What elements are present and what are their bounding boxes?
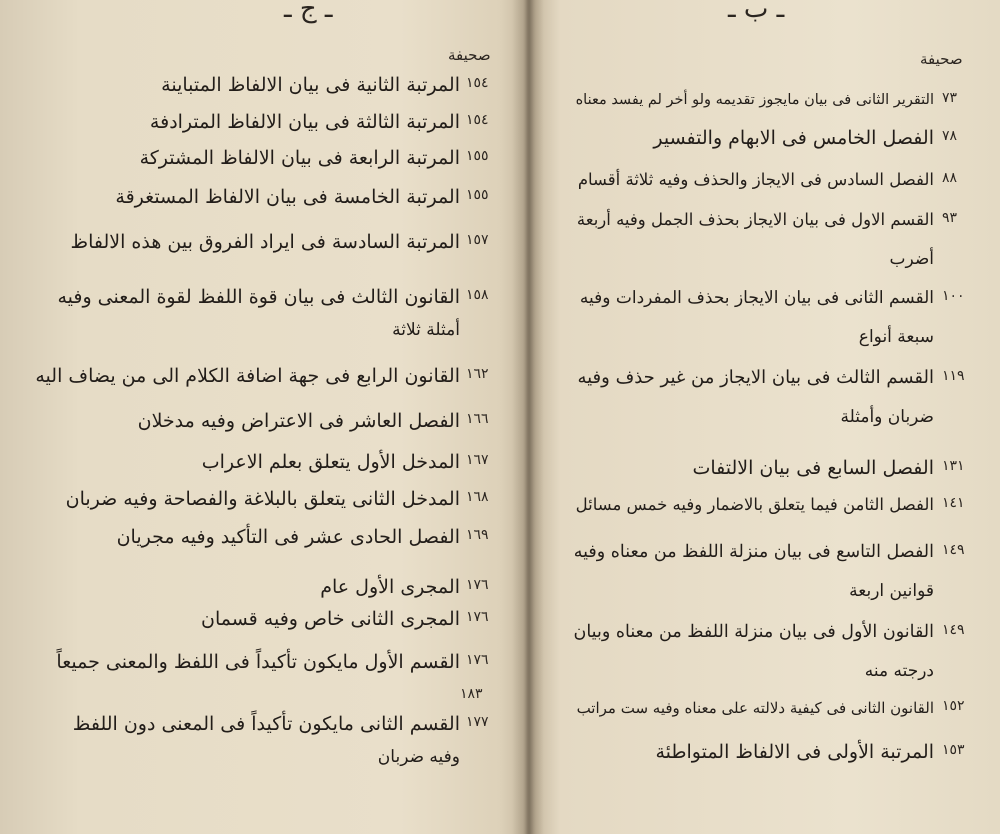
- toc-entry-title: الفصل السادس فى الايجاز والحذف وفيه ثلاثة أقسام: [577, 170, 934, 189]
- toc-entry: [0, 712, 522, 767]
- toc-page-number: ١٥٥: [466, 148, 489, 164]
- toc-page-number: ١٦٢: [466, 366, 489, 382]
- toc-entry: [0, 364, 522, 387]
- toc-page-number: ١٣١: [942, 458, 965, 474]
- toc-entry-title: التقرير الثانى فى بيان مايجوز تقديمه ولو أخر لم يفسد معناه: [575, 92, 934, 108]
- toc-page-number: ١٧٧: [466, 714, 489, 730]
- toc-page-number: ١٤٩: [942, 542, 965, 558]
- toc-page-number: ١٧٦: [466, 609, 489, 625]
- page-header-mark: ـ ج ـ: [284, 0, 333, 24]
- right-page: [532, 0, 1000, 834]
- toc-entry: [532, 456, 1000, 479]
- toc-entry-title: الفصل التاسع فى بيان منزلة اللفظ من معناه وفيه: [573, 542, 934, 562]
- toc-entry-continuation: أمثلة ثلاثة: [392, 320, 460, 340]
- toc-entry: [532, 493, 1000, 514]
- toc-page-number: ١٧٦: [466, 652, 489, 668]
- toc-entry: [0, 146, 522, 169]
- toc-page-number: ١٤١: [942, 495, 965, 511]
- toc-entry-title: القانون الثالث فى بيان قوة اللفظ لقوة المعنى وفيه: [57, 286, 460, 308]
- toc-entry-title: الفصل الحادى عشر فى التأكيد وفيه مجريان: [116, 526, 460, 548]
- toc-entry: [0, 607, 522, 630]
- toc-entry-title: القسم الثالث فى بيان الايجاز من غير حذف وفيه: [577, 367, 934, 388]
- page-column-label: صحيفة: [448, 46, 491, 64]
- toc-entry: [532, 126, 1000, 149]
- toc-page-number: ١٥٤: [466, 112, 489, 128]
- toc-entry: [0, 525, 522, 548]
- toc-entry: [0, 650, 522, 673]
- toc-page-number: ١٥٣: [942, 742, 965, 758]
- toc-entry: [0, 73, 522, 96]
- toc-entry: [532, 696, 1000, 717]
- extra-page-number: ١٨٣: [460, 686, 483, 702]
- toc-entry-continuation: أضرب: [889, 249, 934, 269]
- toc-entry-continuation: درجته منه: [864, 661, 934, 681]
- toc-entry: [532, 88, 1000, 108]
- toc-page-number: ١٥٨: [466, 287, 489, 303]
- toc-page-number: ١٦٦: [466, 411, 489, 427]
- toc-page-number: ١٥٧: [466, 232, 489, 248]
- toc-entry-title: الفصل الثامن فيما يتعلق بالاضمار وفيه خمس مسائل: [575, 495, 934, 514]
- toc-entry-title: القسم الأول مايكون تأكيداً فى اللفظ والمعنى جميعاً: [56, 651, 460, 673]
- toc-entry-title: المرتبة الثانية فى بيان الالفاظ المتباينة: [161, 74, 460, 96]
- page-column-label: صحيفة: [920, 50, 963, 68]
- toc-entry: [532, 540, 1000, 601]
- toc-page-number: ٧٣: [942, 90, 958, 106]
- toc-page-number: ١٧٦: [466, 577, 489, 593]
- toc-entry: [0, 110, 522, 133]
- toc-page-number: ١٥٤: [466, 75, 489, 91]
- toc-entry: [0, 230, 522, 253]
- toc-entry: [532, 168, 1000, 189]
- toc-entry-continuation: قوانين اربعة: [849, 581, 934, 601]
- toc-entry-title: المرتبة الرابعة فى بيان الالفاظ المشتركة: [139, 147, 460, 169]
- toc-entry: [532, 620, 1000, 681]
- toc-entry-continuation: وفيه ضربان: [377, 747, 460, 767]
- toc-entry: [532, 208, 1000, 269]
- toc-entry-continuation: سبعة أنواع: [858, 327, 934, 347]
- toc-entry: [0, 285, 522, 340]
- toc-page-number: ١١٩: [942, 368, 965, 384]
- toc-entry: [532, 366, 1000, 427]
- toc-page-number: ١٦٨: [466, 489, 489, 505]
- toc-entry-title: القانون الرابع فى جهة اضافة الكلام الى من يضاف اليه: [35, 365, 460, 387]
- toc-entry-title: المرتبة الأولى فى الالفاظ المتواطئة: [655, 741, 934, 763]
- toc-page-number: ٩٣: [942, 210, 958, 226]
- toc-entry-title: المدخل الثانى يتعلق بالبلاغة والفصاحة وفيه ضربان: [65, 488, 460, 510]
- toc-entry-title: المجرى الثانى خاص وفيه قسمان: [201, 608, 460, 630]
- toc-entry-title: المدخل الأول يتعلق بعلم الاعراب: [201, 451, 460, 473]
- toc-page-number: ١٦٩: [466, 527, 489, 543]
- toc-entry: [0, 487, 522, 510]
- toc-entry-title: الفصل السابع فى بيان الالتفات: [692, 457, 934, 479]
- toc-entry-title: المرتبة الثالثة فى بيان الالفاظ المترادفة: [149, 111, 460, 133]
- toc-entry-title: القانون الأول فى بيان منزلة اللفظ من معناه وبيان: [573, 622, 934, 642]
- toc-entry: [532, 740, 1000, 763]
- toc-entry-title: المرتبة السادسة فى ايراد الفروق بين هذه الالفاظ: [70, 231, 460, 253]
- toc-entry: [0, 185, 522, 208]
- toc-entry-title: المجرى الأول عام: [320, 576, 460, 598]
- toc-entry: [532, 286, 1000, 347]
- toc-page-number: ١٥٥: [466, 187, 489, 203]
- page-header-mark: ـ ب ـ: [728, 0, 785, 24]
- toc-page-number: ١٤٩: [942, 622, 965, 638]
- toc-entry-title: المرتبة الخامسة فى بيان الالفاظ المستغرقة: [115, 186, 460, 208]
- toc-entry-title: الفصل الخامس فى الابهام والتفسير: [653, 127, 934, 149]
- toc-entry-title: الفصل العاشر فى الاعتراض وفيه مدخلان: [137, 410, 460, 432]
- toc-entry-title: القسم الثانى مايكون تأكيداً فى المعنى دون اللفظ: [72, 713, 460, 735]
- toc-page-number: ١٦٧: [466, 452, 489, 468]
- toc-page-number: ١٥٢: [942, 698, 965, 714]
- toc-entry-title: القسم الاول فى بيان الايجاز بحذف الجمل وفيه أربعة: [576, 210, 934, 229]
- toc-entry: [0, 409, 522, 432]
- toc-entry-title: القانون الثانى فى كيفية دلالته على معناه وفيه ست مراتب: [576, 699, 934, 717]
- toc-page-number: ١٠٠: [942, 288, 965, 304]
- toc-entry-title: القسم الثانى فى بيان الايجاز بحذف المفردات وفيه: [579, 288, 934, 308]
- toc-page-number: ٧٨: [942, 128, 958, 144]
- toc-entry-continuation: ضربان وأمثلة: [840, 407, 934, 427]
- toc-entry: [0, 450, 522, 473]
- toc-page-number: ٨٨: [942, 170, 958, 186]
- toc-entry: [0, 575, 522, 598]
